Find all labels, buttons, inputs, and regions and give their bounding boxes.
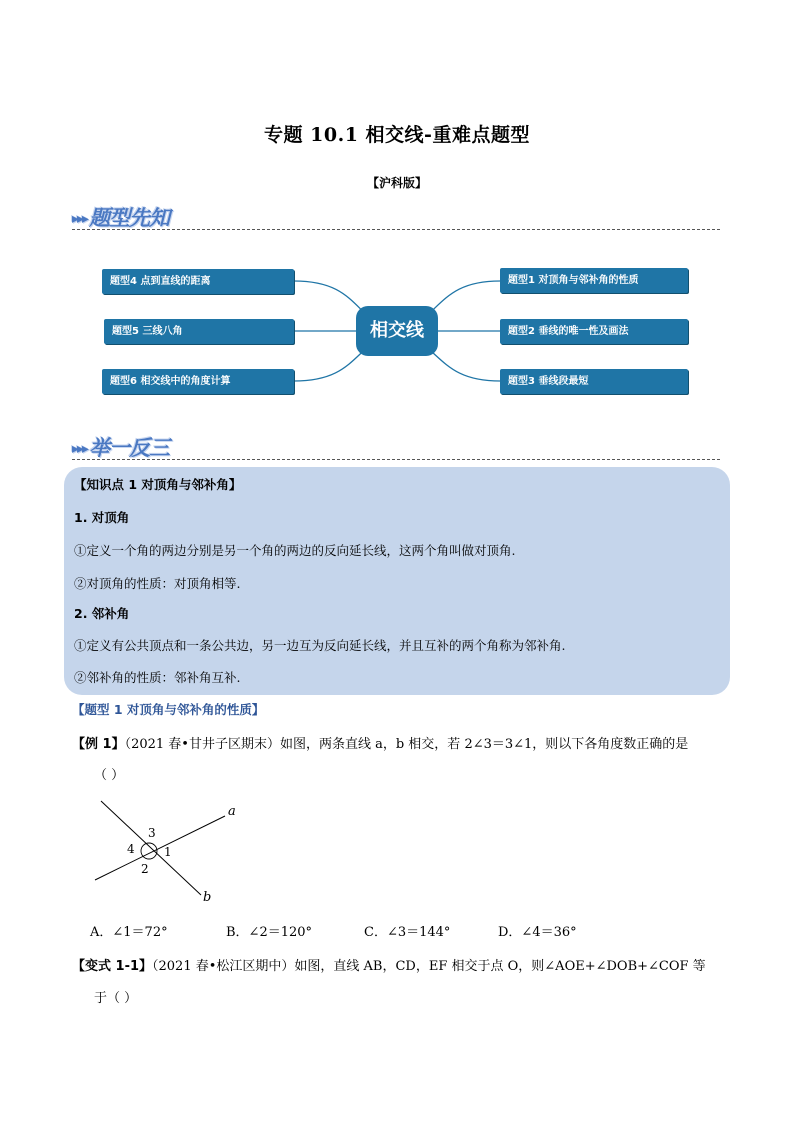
mindmap-node-type3: 题型3 垂线段最短: [500, 369, 688, 394]
label-angle-3: 3: [148, 826, 156, 840]
label-angle-1: 1: [164, 845, 172, 859]
knowledge-heading: 【知识点 1 对顶角与邻补角】: [74, 477, 242, 492]
variant-label: 【变式 1-1】: [72, 959, 153, 974]
mindmap-node-type2: 题型2 垂线的唯一性及画法: [500, 319, 688, 344]
label-a: a: [228, 804, 236, 819]
intersecting-lines-figure: [80, 790, 260, 910]
mindmap-connectors: [0, 0, 794, 420]
mindmap-node-type4: 题型4 点到直线的距离: [102, 269, 294, 294]
edition-label: 【沪科版】: [366, 176, 427, 190]
type1-heading: 【题型 1 对顶角与邻补角的性质】: [72, 702, 265, 717]
mindmap-node-type6: 题型6 相交线中的角度计算: [102, 369, 294, 394]
answer-blank: （ ）: [94, 768, 125, 783]
choice-b: B．∠2＝120°: [226, 925, 313, 940]
section-header-practice: [72, 432, 169, 462]
variant-question: [72, 955, 706, 974]
knowledge-line-4: ②邻补角的性质：邻补角互补.: [74, 670, 241, 685]
section-title: 题型先知: [89, 206, 170, 230]
example-text: 如图，两条直线 a，b 相交，若 2∠3＝3∠1，则以下各角度数正确的是: [279, 737, 689, 752]
page-title: 专题 10.1 相交线-重难点题型: [264, 124, 530, 146]
mindmap-center-node: 相交线: [356, 306, 438, 356]
line-b: [101, 801, 201, 895]
divider: [72, 459, 720, 460]
variant-text: 如图，直线 AB，CD，EF 相交于点 O，则∠AOE+∠DOB+∠COF 等: [294, 959, 706, 974]
label-b: b: [203, 890, 212, 905]
example-source: （2021 春•甘井子区期末）: [124, 737, 280, 752]
section-title: 举一反三: [89, 436, 170, 460]
knowledge-subheading-2: 2. 邻补角: [74, 606, 130, 621]
arrows-icon: ▸▸▸: [72, 211, 88, 227]
line-a: [95, 816, 225, 880]
knowledge-line-3: ①定义有公共顶点和一条公共边，另一边互为反向延长线，并且互补的两个角称为邻补角.: [74, 638, 566, 653]
variant-blank: 于（ ）: [94, 991, 138, 1006]
example-label: 【例 1】: [72, 737, 125, 752]
variant-source: （2021 春•松江区期中）: [152, 959, 295, 974]
example1-question: [72, 733, 688, 752]
arrows-icon: ▸▸▸: [72, 441, 88, 457]
knowledge-line-1: ①定义一个角的两边分别是另一个角的两边的反向延长线，这两个角叫做对顶角.: [74, 543, 516, 558]
mindmap-node-type5: 题型5 三线八角: [104, 319, 294, 344]
label-angle-2: 2: [141, 862, 149, 876]
knowledge-subheading-1: 1. 对顶角: [74, 510, 130, 525]
choice-a: A．∠1＝72°: [90, 925, 168, 940]
mindmap-node-type1: 题型1 对顶角与邻补角的性质: [500, 268, 688, 293]
knowledge-line-2: ②对顶角的性质：对顶角相等.: [74, 576, 241, 591]
choice-c: C．∠3＝144°: [364, 925, 451, 940]
choice-d: D．∠4＝36°: [498, 925, 577, 940]
label-angle-4: 4: [127, 842, 135, 856]
